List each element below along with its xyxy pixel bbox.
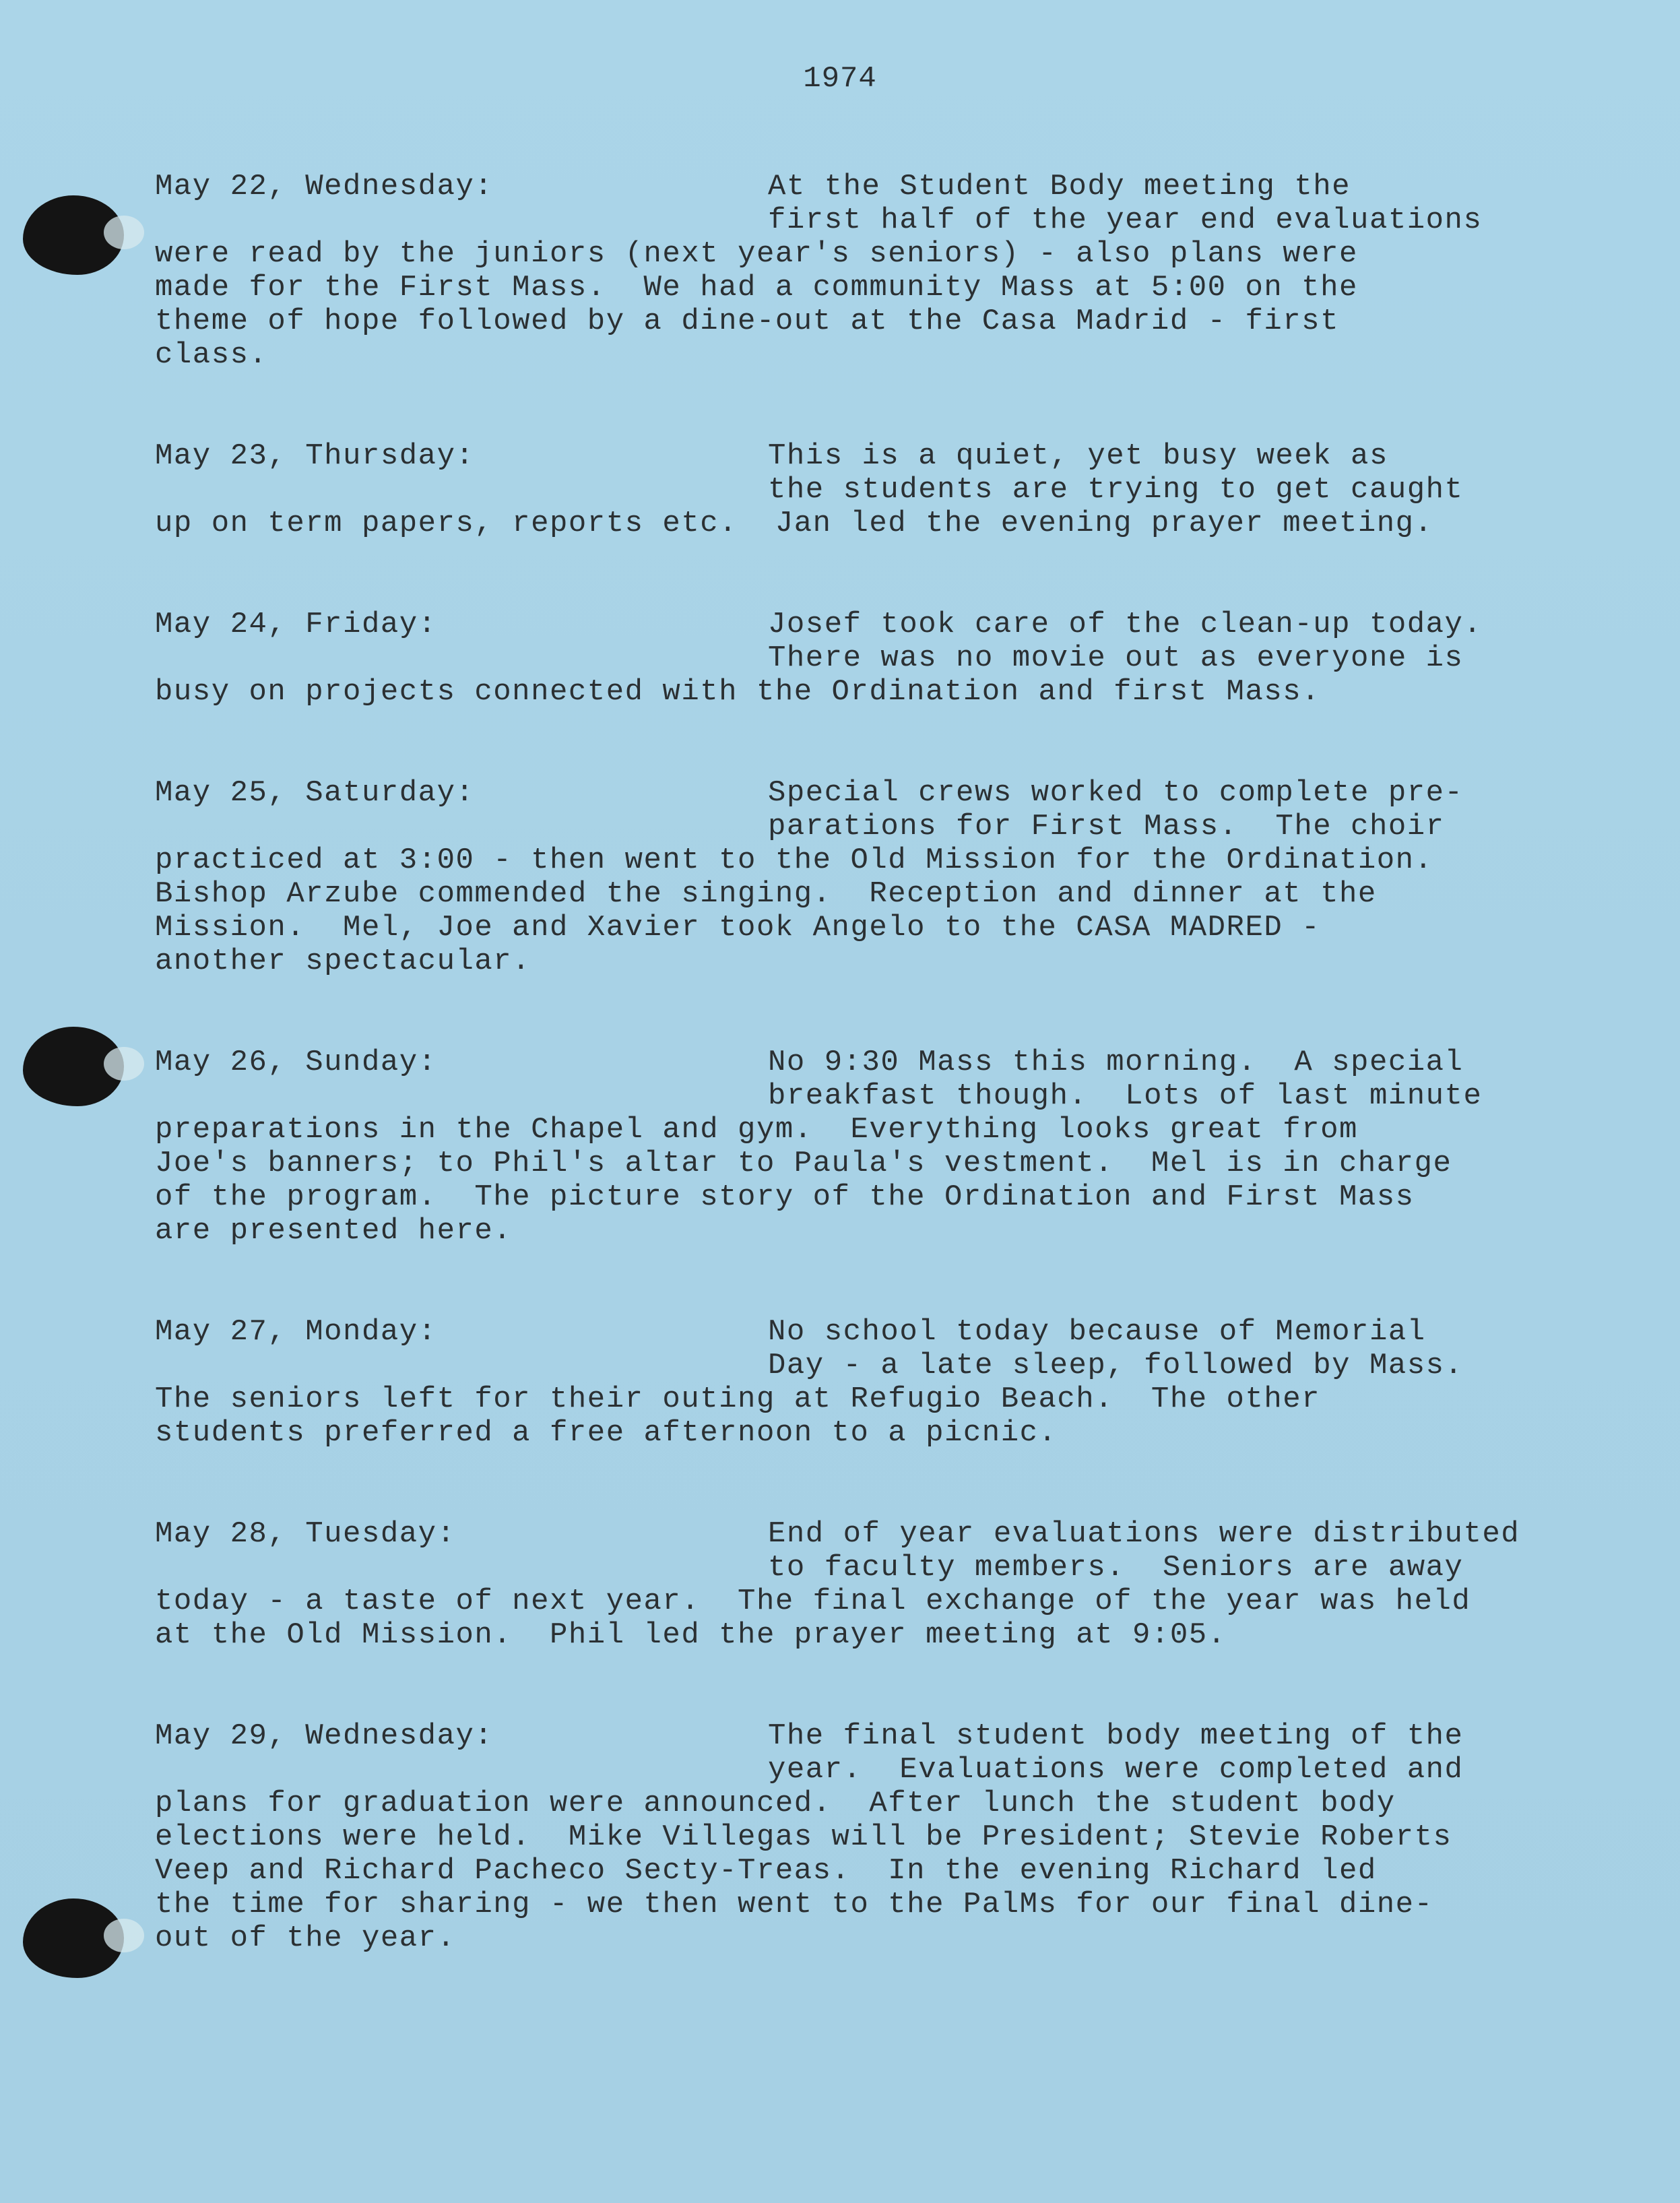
entry-text-line: Day - a late sleep, followed by Mass. — [768, 1349, 1464, 1382]
diary-entry — [155, 1517, 1603, 1652]
entry-text-line: plans for graduation were announced. After lunch the student body — [155, 1787, 1396, 1820]
entry-text-line: preparations in the Chapel and gym. Everything looks great from — [155, 1113, 1358, 1147]
entry-text-line: students preferred a free afternoon to a picnic. — [155, 1416, 1058, 1450]
entry-text-line: Josef took care of the clean-up today. — [768, 608, 1483, 641]
entry-text-line: Veep and Richard Pacheco Secty-Treas. In the evening Richard led — [155, 1854, 1377, 1888]
entry-text-line: busy on projects connected with the Ordination and first Mass. — [155, 675, 1321, 709]
entry-date: May 27, Monday: — [155, 1315, 437, 1349]
diary-entry — [155, 1719, 1603, 1955]
entry-date: May 29, Wednesday: — [155, 1719, 494, 1753]
entry-text-line: Special crews worked to complete pre- — [768, 776, 1464, 810]
entry-text-line: were read by the juniors (next year's seniors) - also plans were — [155, 237, 1358, 271]
entry-text-line: Mission. Mel, Joe and Xavier took Angelo to the CASA MADRED - — [155, 911, 1321, 945]
entry-text-line: first half of the year end evaluations — [768, 203, 1483, 237]
entry-text-line: made for the First Mass. We had a community Mass at 5:00 on the — [155, 271, 1358, 305]
entry-date: May 22, Wednesday: — [155, 170, 494, 203]
entry-text-line: At the Student Body meeting the — [768, 170, 1351, 203]
entry-text-line: year. Evaluations were completed and — [768, 1753, 1464, 1787]
entry-text-line: up on term papers, reports etc. Jan led the evening prayer meeting. — [155, 507, 1433, 540]
entry-text-line: No 9:30 Mass this morning. A special — [768, 1046, 1464, 1079]
entry-text-line: The seniors left for their outing at Refugio Beach. The other — [155, 1382, 1321, 1416]
entry-text-line: to faculty members. Seniors are away — [768, 1551, 1464, 1585]
diary-entry — [155, 170, 1603, 372]
entry-text-line: another spectacular. — [155, 945, 531, 978]
entry-text-line: elections were held. Mike Villegas will be President; Stevie Roberts — [155, 1820, 1452, 1854]
entry-text-line: the students are trying to get caught — [768, 473, 1464, 507]
entry-text-line: End of year evaluations were distributed — [768, 1517, 1520, 1551]
entry-date: May 26, Sunday: — [155, 1046, 437, 1079]
binder-hole-bottom — [23, 1898, 124, 1978]
entry-text-line: class. — [155, 338, 268, 372]
entry-text-line: breakfast though. Lots of last minute — [768, 1079, 1483, 1113]
diary-entry — [155, 608, 1603, 709]
page-year-header: 1974 — [803, 62, 877, 96]
entry-date: May 23, Thursday: — [155, 439, 475, 473]
entry-date: May 25, Saturday: — [155, 776, 475, 810]
diary-entry — [155, 1315, 1603, 1450]
entry-text-line: No school today because of Memorial — [768, 1315, 1426, 1349]
entry-text-line: the time for sharing - we then went to the PalMs for our final dine- — [155, 1888, 1433, 1921]
entry-date: May 28, Tuesday: — [155, 1517, 456, 1551]
entry-date: May 24, Friday: — [155, 608, 437, 641]
entry-text-line: out of the year. — [155, 1921, 456, 1955]
entry-text-line: are presented here. — [155, 1214, 513, 1248]
entry-text-line: today - a taste of next year. The final exchange of the year was held — [155, 1585, 1471, 1618]
diary-entry — [155, 1046, 1603, 1248]
entry-text-line: at the Old Mission. Phil led the prayer meeting at 9:05. — [155, 1618, 1227, 1652]
entry-text-line: This is a quiet, yet busy week as — [768, 439, 1388, 473]
binder-hole-top — [23, 195, 124, 275]
entry-text-line: The final student body meeting of the — [768, 1719, 1464, 1753]
entry-text-line: Joe's banners; to Phil's altar to Paula's vestment. Mel is in charge — [155, 1147, 1452, 1180]
entry-text-line: theme of hope followed by a dine-out at the Casa Madrid - first — [155, 305, 1339, 338]
entry-text-line: Bishop Arzube commended the singing. Reception and dinner at the — [155, 877, 1377, 911]
entry-text-line: practiced at 3:00 - then went to the Old Mission for the Ordination. — [155, 843, 1433, 877]
binder-hole-middle — [23, 1027, 124, 1106]
entry-text-line: of the program. The picture story of the Ordination and First Mass — [155, 1180, 1415, 1214]
entry-text-line: parations for First Mass. The choir — [768, 810, 1445, 843]
entry-text-line: There was no movie out as everyone is — [768, 641, 1464, 675]
diary-entry — [155, 439, 1603, 540]
diary-entry — [155, 776, 1603, 978]
